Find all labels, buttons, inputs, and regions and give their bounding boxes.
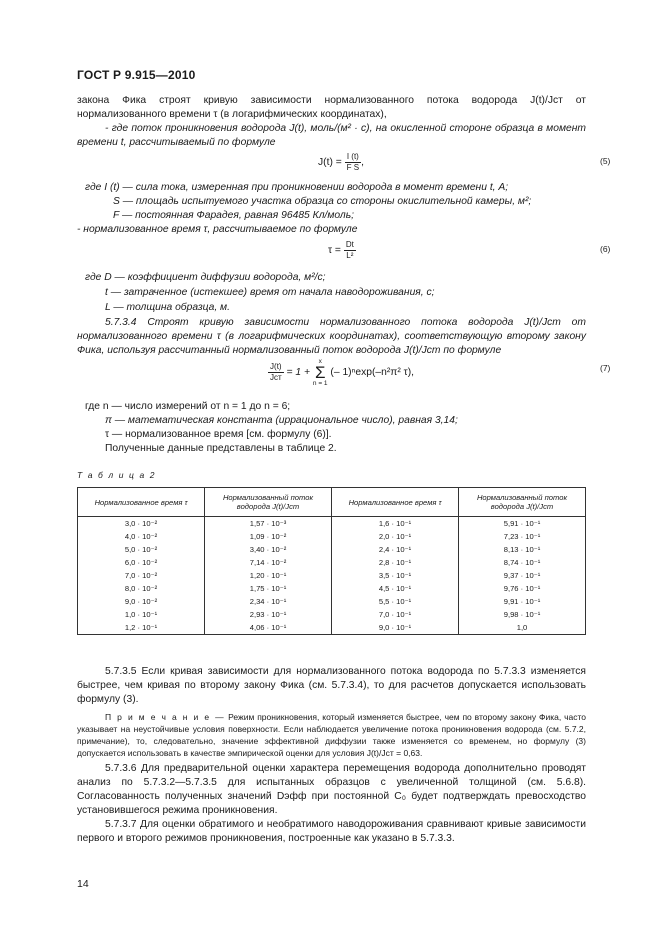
table-cell: 5,91 · 10⁻¹ [459, 517, 586, 531]
table-cell: 1,75 · 10⁻¹ [205, 582, 332, 595]
table-cell: 7,0 · 10⁻² [78, 569, 205, 582]
data-table [77, 487, 586, 635]
table-row [78, 517, 586, 531]
table-cell: 1,20 · 10⁻¹ [205, 569, 332, 582]
table-cell: 8,0 · 10⁻² [78, 582, 205, 595]
formula-6-fraction [344, 240, 356, 261]
table-cell: 2,93 · 10⁻¹ [205, 608, 332, 621]
formula-7-number: (7) [600, 363, 611, 373]
formula-5-fraction [345, 152, 361, 173]
definition-n: где n — число измерений от n = 1 до n = 6; [85, 401, 291, 412]
table-cell: 4,5 · 10⁻¹ [332, 582, 459, 595]
note [77, 711, 586, 759]
summation-lower-limit: n = 1 [312, 380, 328, 387]
definition-pi: π — математическая константа (иррациональное число), равная 3,14; [105, 415, 458, 426]
table-cell: 7,0 · 10⁻¹ [332, 608, 459, 621]
formula-7-numerator: J(t) [268, 362, 284, 373]
table-cell: 1,2 · 10⁻¹ [78, 621, 205, 635]
paragraph-fick-law-curve: закона Фика строят кривую зависимости нормализованного потока водорода J(t)/Jст от нормализованного времени τ (в логарифмических координатах), [77, 95, 586, 120]
paragraph-5-7-3-7: 5.7.3.7 Для оценки обратимого и необратимого наводороживания сравнивают кривые зависимости первого и второго режимов проникновения, построенные как указано в 5.7.3.3. [77, 819, 586, 844]
table-cell: 8,74 · 10⁻¹ [459, 556, 586, 569]
formula-5: J(t) = $\frac{I (t)}{\text{F S}}$ , [318, 152, 364, 172]
formula-6-number: (6) [600, 244, 611, 254]
table-cell: 3,5 · 10⁻¹ [332, 569, 459, 582]
note-text: Режим проникновения, который изменяется быстрее, чем по второму закону Фика, часто указывает на неустойчивые условия поверхности. Если наблюдается увеличение потока проникновения водорода (см. 5.7.2, примечание), то, следовательно, значение эффективной диффузии также изменяется со временем, но формулу (3) допускается использовать в качестве эмпирической оценки для условия J(t)/Jст = 0,63. [77, 712, 586, 758]
formula-7-denominator: Jст [270, 373, 282, 382]
table-cell: 5,5 · 10⁻¹ [332, 595, 459, 608]
formula-6-lhs: τ = [328, 245, 341, 257]
document-header: ГОСТ Р 9.915—2010 [77, 68, 196, 82]
table-row [78, 582, 586, 595]
summation-symbol: x Σ n = 1 [312, 358, 328, 387]
table-caption: Т а б л и ц а 2 [77, 470, 157, 480]
definition-area: S — площадь испытуемого участка образца со стороны окислительной камеры, м²; [113, 196, 532, 207]
definition-tau: τ — нормализованное время [см. формулу (6)]. [105, 429, 332, 440]
summation-upper-limit: x [318, 358, 322, 365]
table-cell: 1,0 [459, 621, 586, 635]
table-cell: 9,0 · 10⁻² [78, 595, 205, 608]
formula-5-number: (5) [600, 156, 611, 166]
definition-current: где I (t) — сила тока, измеренная при проникновении водорода в момент времени t, А; [85, 182, 509, 193]
formula-6-denominator: L² [346, 251, 354, 260]
column-header: Нормализованный поток водорода J(t)/Jст [459, 488, 586, 517]
table-cell: 9,76 · 10⁻¹ [459, 582, 586, 595]
table-cell: 9,0 · 10⁻¹ [332, 621, 459, 635]
column-header: Нормализованный поток водорода J(t)/Jст [205, 488, 332, 517]
table-cell: 7,23 · 10⁻¹ [459, 530, 586, 543]
formula-7-fraction [268, 362, 284, 383]
table-cell: 9,91 · 10⁻¹ [459, 595, 586, 608]
table-row [78, 556, 586, 569]
formula-6 [328, 240, 356, 261]
table-cell: 7,14 · 10⁻² [205, 556, 332, 569]
table-cell: 2,4 · 10⁻¹ [332, 543, 459, 556]
definition-diffusion: где D — коэффициент диффузии водорода, м²/с; [85, 272, 326, 283]
table-row [78, 621, 586, 635]
table-row [78, 569, 586, 582]
table-cell: 6,0 · 10⁻² [78, 556, 205, 569]
table-cell: 1,09 · 10⁻² [205, 530, 332, 543]
paragraph-5-7-3-5: 5.7.3.5 Если кривая зависимости для нормализованного потока водорода по 5.7.3.3 изменяется быстрее, чем кривая по второму закону Фика (см. 5.7.3.4), то для расчетов допускается использовать формулу (3). [77, 666, 586, 705]
table-cell: 2,8 · 10⁻¹ [332, 556, 459, 569]
table-cell: 9,98 · 10⁻¹ [459, 608, 586, 621]
formula-7-equals: = 1 + [286, 367, 311, 379]
table-cell: 1,57 · 10⁻³ [205, 517, 332, 531]
table-row [78, 595, 586, 608]
table-cell: 4,0 · 10⁻² [78, 530, 205, 543]
column-header: Нормализованное время τ [332, 488, 459, 517]
page-number: 14 [77, 878, 89, 890]
table-cell: 3,40 · 10⁻² [205, 543, 332, 556]
table-cell: 8,13 · 10⁻¹ [459, 543, 586, 556]
table-cell: 1,6 · 10⁻¹ [332, 517, 459, 531]
table-row [78, 543, 586, 556]
paragraph-5-7-3-4: 5.7.3.4 Строят кривую зависимости нормализованного потока водорода J(t)/Jст от нормализованного времени τ (в логарифмических координатах), соответствующую второму закону Фика, используя рассчитанный нормализованный поток водорода J(t)/Jст по формуле [77, 317, 586, 356]
table-row [78, 530, 586, 543]
definition-faraday: F — постоянная Фарадея, равная 96485 Кл/моль; [113, 210, 355, 221]
definition-thickness: L — толщина образца, м. [105, 302, 230, 313]
formula-5-numerator: I (t) [345, 152, 361, 163]
formula-5-lhs: J(t) = [318, 157, 342, 169]
table-cell: 9,37 · 10⁻¹ [459, 569, 586, 582]
table-cell: 2,34 · 10⁻¹ [205, 595, 332, 608]
formula-7 [268, 358, 414, 387]
table-header-row [78, 488, 586, 517]
table-reference: Полученные данные представлены в таблице 2. [105, 443, 337, 454]
table-row [78, 608, 586, 621]
definition-normalized-time-intro: - нормализованное время τ, рассчитываемое по формуле [77, 224, 358, 235]
paragraph-flux-definition: - где поток проникновения водорода J(t), моль/(м² · с), на окисленной стороне образца в момент времени t, рассчитываемый по формуле [77, 123, 586, 148]
column-header: Нормализованное время τ [78, 488, 205, 517]
table-cell: 2,0 · 10⁻¹ [332, 530, 459, 543]
formula-5-denominator: F S [346, 163, 360, 172]
table-cell: 4,06 · 10⁻¹ [205, 621, 332, 635]
table-cell: 3,0 · 10⁻² [78, 517, 205, 531]
definition-elapsed-time: t — затраченное (истекшее) время от начала наводороживания, с; [105, 287, 435, 298]
table-cell: 5,0 · 10⁻² [78, 543, 205, 556]
paragraph-5-7-3-6: 5.7.3.6 Для предварительной оценки характера перемещения водорода дополнительно проводят анализ по 5.7.3.2—5.7.3.5 для испытанных образцов с увеличенной толщиной (см. 5.6.8). Согласованность полученных значений Dэфф при постоянной C₀ будет подтверждать превосходство установившегося режима проникновения. [77, 763, 586, 816]
table-cell: 1,0 · 10⁻¹ [78, 608, 205, 621]
formula-6-numerator: Dt [345, 240, 354, 249]
formula-7-body: (– 1)ⁿexp(–n²π² τ), [330, 367, 415, 379]
note-label: П р и м е ч а н и е — [105, 712, 226, 722]
